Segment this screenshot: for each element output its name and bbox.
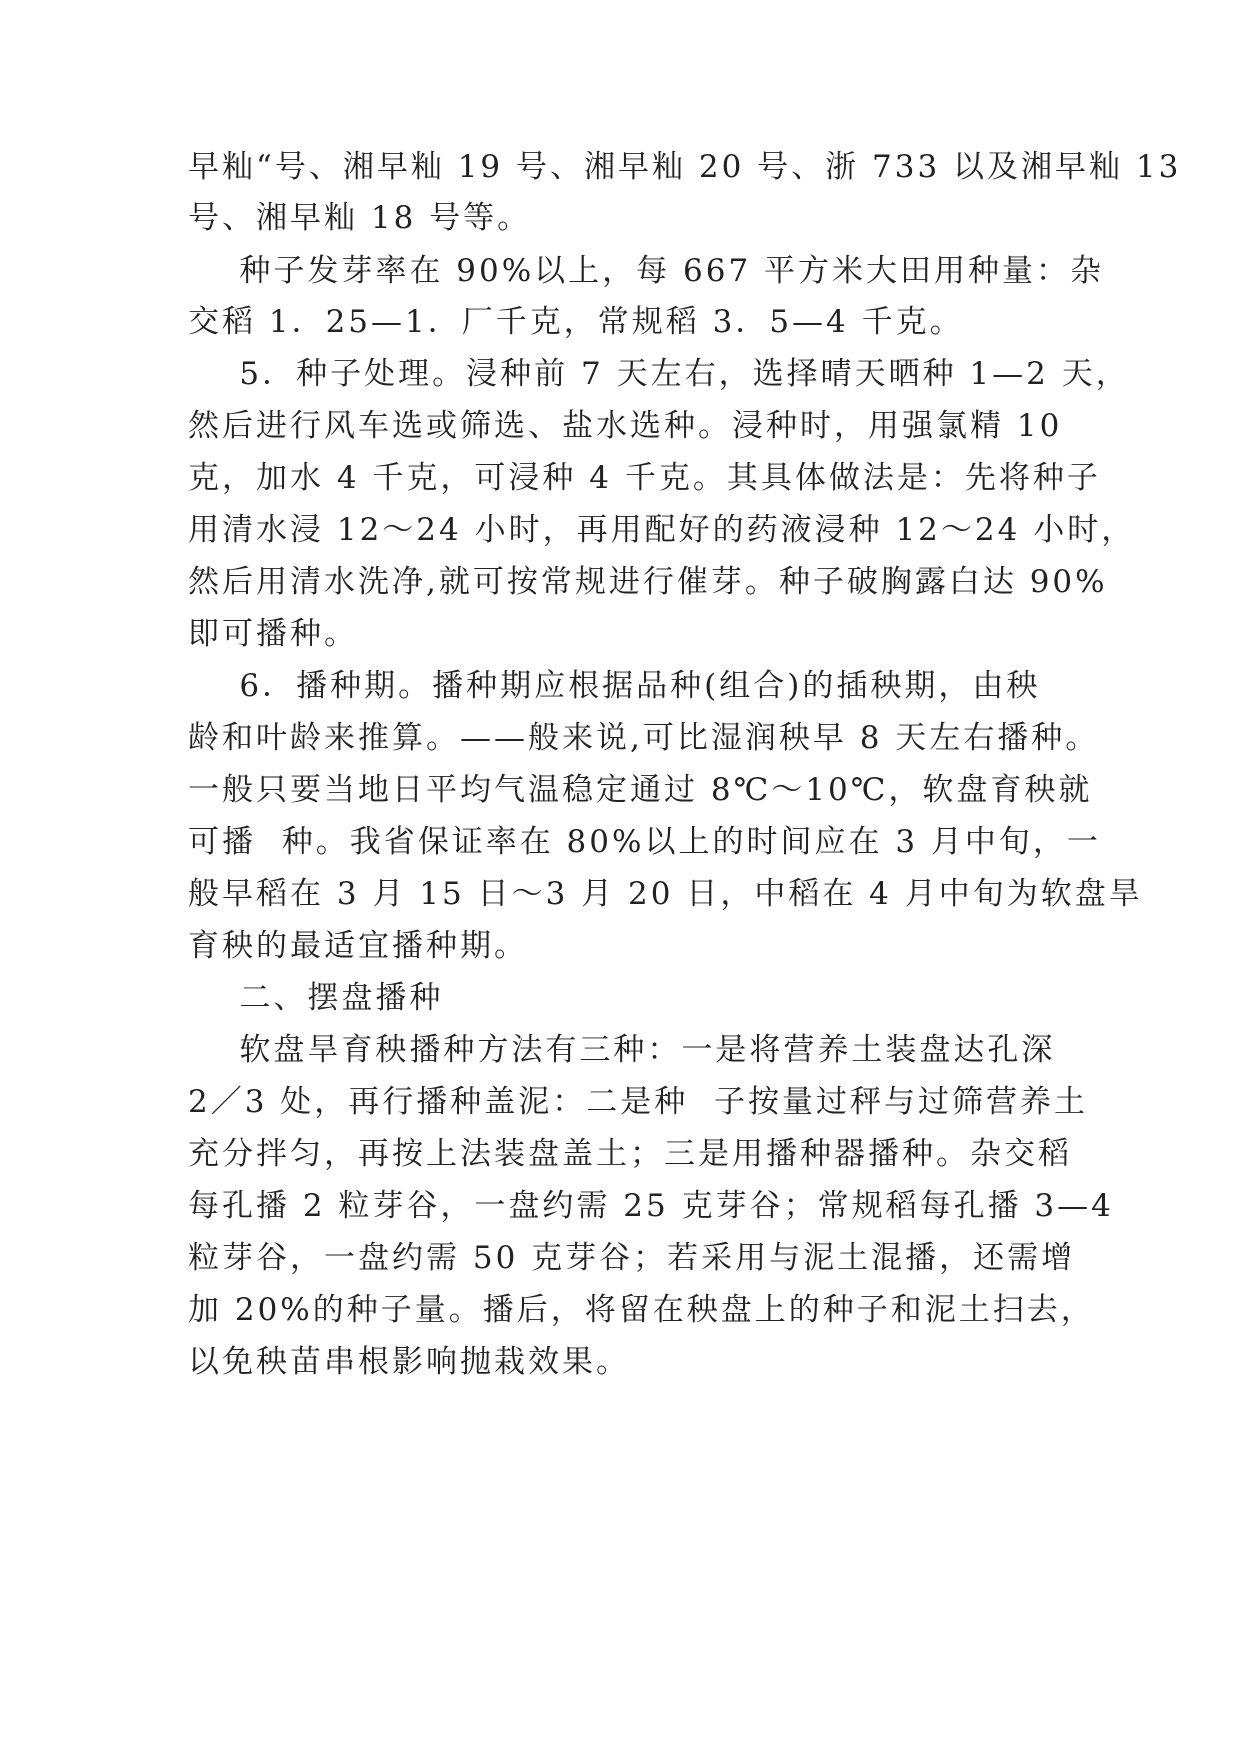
text-line: 充分拌匀，再按上法装盘盖土；三是用播种器播种。杂交稻 <box>188 1136 1072 1172</box>
text-line: 号、湘早籼 18 号等。 <box>188 200 532 236</box>
text-line: 克，加水 4 千克，可浸种 4 千克。其具体做法是：先将种子 <box>188 460 1101 496</box>
text-line: 每孔播 2 粒芽谷，一盘约需 25 克芽谷；常规稻每孔播 3—4 <box>188 1188 1114 1224</box>
text-line: 然后进行风车选或筛选、盐水选种。浸种时，用强氯精 10 <box>188 408 1063 444</box>
text-line: 2／3 处，再行播种盖泥：二是种 子按量过秤与过筛营养土 <box>188 1084 1089 1120</box>
text-line: 5．种子处理。浸种前 7 天左右，选择晴天晒种 1—2 天， <box>188 356 1130 392</box>
text-line: 以免秧苗串根影响抛栽效果。 <box>188 1344 630 1380</box>
text-line: 即可播种。 <box>188 616 358 652</box>
text-line: 加 20%的种子量。播后，将留在秧盘上的种子和泥土扫去， <box>188 1292 1095 1328</box>
text-line: 早籼“号、湘早籼 19 号、湘早籼 20 号、浙 733 以及湘早籼 13 <box>188 149 1182 185</box>
text-line: 6．播种期。播种期应根据品种(组合)的插秧期，由秧 <box>188 668 1041 704</box>
text-line: 交稻 1．25—1．厂千克，常规稻 3．5—4 千克。 <box>188 304 964 340</box>
text-line: 用清水浸 12～24 小时，再用配好的药液浸种 12～24 小时， <box>188 512 1136 548</box>
text-line: 般早稻在 3 月 15 日～3 月 20 日，中稻在 4 月中旬为软盘旱 <box>188 876 1143 912</box>
text-line: 然后用清水洗净,就可按常规进行催芽。种子破胸露白达 90% <box>188 564 1108 600</box>
text-line: 软盘旱育秧播种方法有三种：一是将营养土装盘达孔深 <box>188 1032 1056 1068</box>
text-line: 可播 种。我省保证率在 80%以上的时间应在 3 月中旬，一 <box>188 824 1101 860</box>
text-line: 龄和叶龄来推算。——般来说,可比湿润秧早 8 天左右播种。 <box>188 720 1100 756</box>
text-line: 一般只要当地日平均气温稳定通过 8℃～10℃，软盘育秧就 <box>188 772 1093 808</box>
section-heading: 二、摆盘播种 <box>188 980 444 1016</box>
text-line: 粒芽谷，一盘约需 50 克芽谷；若采用与泥土混播，还需增 <box>188 1240 1076 1276</box>
text-line: 育秧的最适宜播种期。 <box>188 928 528 964</box>
text-line: 种子发芽率在 90%以上，每 667 平方米大田用种量：杂 <box>188 253 1105 289</box>
